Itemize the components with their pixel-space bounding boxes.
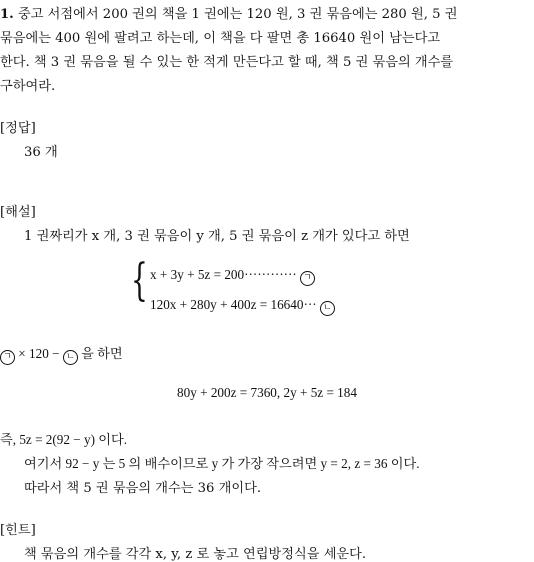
equation-2	[150, 297, 335, 316]
solution-line-b: 여기서 92 − y 는 5 의 배수이므로 y 가 가장 작으려면 y = 2, z = 36 이다.	[24, 456, 420, 471]
answer-heading: [정답]	[0, 121, 36, 136]
circled-mark-2: ㄴ	[320, 301, 335, 316]
equation-1	[150, 267, 315, 286]
solution-line-c: 따라서 책 5 권 묶음의 개수는 36 개이다.	[24, 481, 262, 496]
result-equation: 80y + 200z = 7360, 2y + 5z = 184	[177, 385, 357, 400]
circled-mark-op-1: ㄱ	[0, 350, 15, 365]
problem-line-1	[0, 3, 457, 22]
problem-text-1: 중고 서점에서 200 권의 책을 1 권에는 120 원, 3 권 묶음에는 280 원, 5 권	[17, 7, 458, 22]
problem-line-4: 구하여라.	[0, 79, 56, 94]
operation-tail: 을 하면	[77, 346, 123, 361]
hint-heading: [힌트]	[0, 523, 36, 538]
solution-intro: 1 권짜리가 x 개, 3 권 묶음이 y 개, 5 권 묶음이 z 개가 있다고 하면	[24, 229, 410, 244]
solution-line-a: 즉, 5z = 2(92 − y) 이다.	[0, 432, 128, 447]
problem-line-2: 묶음에는 400 원에 팔려고 하는데, 이 책을 다 팔면 총 16640 원이 남는다고	[0, 31, 441, 46]
problem-line-3: 한다. 책 3 권 묶음을 될 수 있는 한 적게 만든다고 할 때, 책 5 권 묶음의 개수를	[0, 55, 454, 70]
circled-mark-op-2: ㄴ	[63, 350, 78, 365]
system-brace: {	[131, 255, 148, 306]
solution-heading: [해설]	[0, 205, 36, 220]
hint-text: 책 묶음의 개수를 각각 x, y, z 로 놓고 연립방정식을 세운다.	[24, 547, 367, 562]
problem-number: 1.	[0, 7, 14, 22]
operation-middle: × 120 −	[15, 346, 63, 361]
operation-line	[0, 343, 123, 365]
equation-1-text: x + 3y + 5z = 200············	[150, 267, 297, 282]
circled-mark-1: ㄱ	[300, 271, 315, 286]
equation-2-text: 120x + 280y + 400z = 16640···	[150, 297, 317, 312]
answer-value: 36 개	[24, 145, 58, 160]
